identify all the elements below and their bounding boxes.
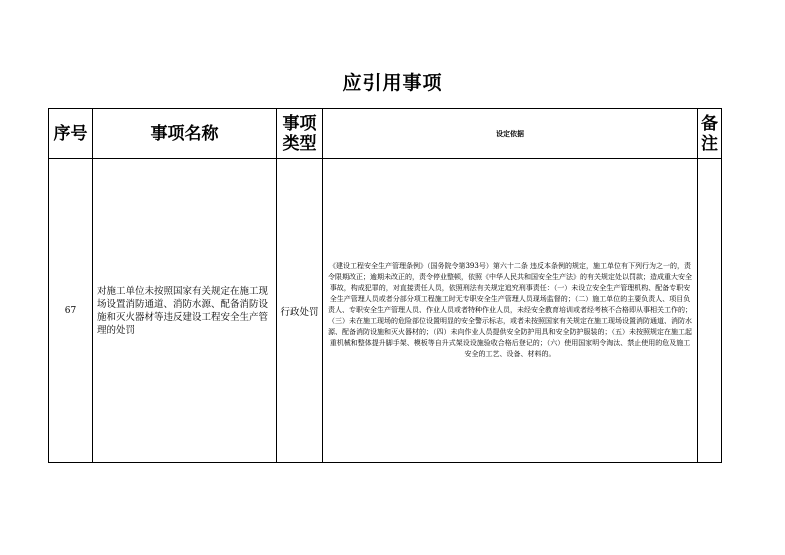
header-note: 备注 — [698, 109, 722, 159]
row-basis: 《建设工程安全生产管理条例》（国务院令第393号）第六十二条 违反本条例的规定，施工单位有下列行为之一的，责令限期改正；逾期未改正的，责令停业整顿，依照《中华人民共和国安全生产法》的有关规定处以罚款；造成重大安全事故，构成犯罪的，对直接责任人员，依照刑法有关规定追究刑事责任：（一）未设立安全生产管理机构、配备专职安全生产管理人员或者分部分项工程施工时无专职安全生产管理人员现场监督的；（二）施工单位的主要负责人、项目负责人、专职安全生产管理人员、作业人员或者特种作业人员，未经安全教育培训或者经考核不合格即从事相关工作的；（三）未在施工现场的危险部位设置明显的安全警示标志，或者未按照国家有关规定在施工现场设置消防通道、消防水源、配备消防设施和灭火器材的；（四）未向作业人员提供安全防护用具和安全防护服装的；（五）未按照规定在施工起重机械和整体提升脚手架、模板等自升式架设设施验收合格后登记的；（六）使用国家明令淘汰、禁止使用的危及施工安全的工艺、设备、材料的。 — [323, 159, 698, 463]
row-type: 行政处罚 — [277, 159, 323, 463]
header-type: 事项类型 — [277, 109, 323, 159]
page-title: 应引用事项 — [342, 72, 443, 94]
header-name: 事项名称 — [93, 109, 277, 159]
header-basis: 设定依据 — [323, 109, 698, 159]
row-seq: 67 — [49, 159, 93, 463]
header-seq: 序号 — [49, 109, 93, 159]
row-name: 对施工单位未按照国家有关规定在施工现场设置消防通道、消防水源、配备消防设施和灭火器材等违反建设工程安全生产管理的处罚 — [93, 159, 277, 463]
items-table — [48, 108, 722, 463]
table-row — [49, 159, 722, 463]
row-note — [698, 159, 722, 463]
header-row — [49, 109, 722, 159]
